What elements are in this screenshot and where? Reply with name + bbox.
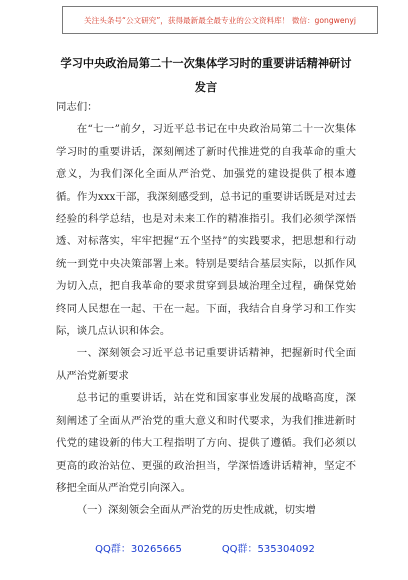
document-title: 学习中央政治局第二十一次集体学习时的重要讲话精神研讨发言 [60, 57, 352, 94]
promo-header-text: 关注头条号“公文研究”，获得最新最全最专业的公文资料库！ 微信：gongwenyj [84, 15, 356, 25]
section-heading: 一、深刻领会习近平总书记重要讲话精神，把握新时代全面从严治党新要求 [56, 347, 356, 382]
qq-group-link-2[interactable]: QQ群：535304092 [221, 544, 315, 555]
subsection-heading: （一）深刻领会全面从严治党的历史性成就，切实增 [76, 504, 316, 517]
qq-group-link-1[interactable]: QQ群：30265665 [95, 544, 182, 555]
document-body [56, 96, 356, 522]
salutation: 同志们： [56, 101, 98, 113]
body-paragraph: 总书记的重要讲话，站在党和国家事业发展的战略高度，深刻阐述了全面从严治党的重大意义和时代要求，为我们推进新时代党的建设新的伟大工程指明了方向、提供了遵循。我们必须以更高的政治站位、更强的政治担当，学深悟透讲话精神，坚定不移把全面从严治党引向深入。 [56, 392, 356, 494]
body-paragraph: 在“七一”前夕，习近平总书记在中央政治局第二十一次集体学习时的重要讲话，深刻阐述了新时代推进党的自我革命的重大意义，为我们深化全面从严治党、加强党的建设提供了根本遵循。作为xxx干部，我深刻感受到，总书记的重要讲话既是对过去经验的科学总结，也是对未来工作的精准指引。我们必须学深悟透、对标落实，牢牢把握“五个坚持”的实践要求，把思想和行动统一到党中央决策部署上来。特别是要结合基层实际，以抓作风为切入点，把自我革命的要求贯穿到县域治理全过程，确保党始终同人民想在一起、干在一起。下面，我结合自身学习和工作实际，谈几点认识和体会。 [56, 123, 356, 338]
promo-header-box [62, 6, 378, 34]
footer-qq-groups [40, 540, 370, 555]
